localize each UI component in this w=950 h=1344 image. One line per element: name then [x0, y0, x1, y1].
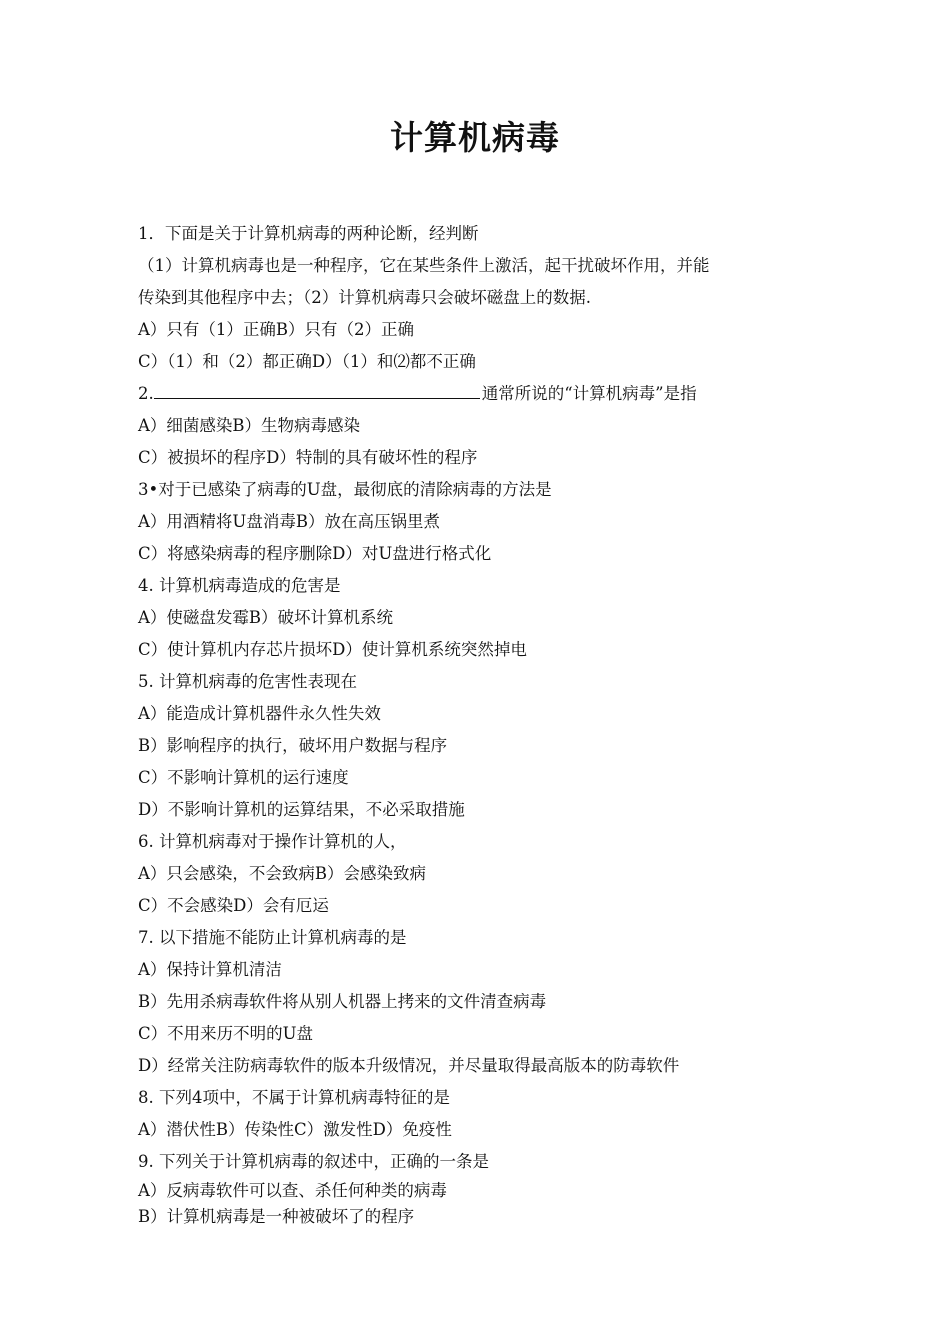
question-5-option-b: B）影响程序的执行，破坏用户数据与程序: [138, 736, 448, 755]
question-1-stem: 1．下面是关于计算机病毒的两种论断，经判断: [138, 224, 479, 243]
question-3-options-cd: C）将感染病毒的程序删除D）对U盘进行格式化: [138, 544, 492, 563]
question-8-stem: 8. 下列4项中，不属于计算机病毒特征的是: [138, 1088, 450, 1107]
question-4-options-ab: A）使磁盘发霉B）破坏计算机系统: [138, 608, 394, 627]
question-9-stem: 9. 下列关于计算机病毒的叙述中，正确的一条是: [138, 1152, 489, 1171]
question-9-option-b: B）计算机病毒是一种被破坏了的程序: [138, 1207, 415, 1226]
question-9-option-a: A）反病毒软件可以查、杀任何种类的病毒: [138, 1181, 447, 1200]
question-4-options-cd: C）使计算机内存芯片损坏D）使计算机系统突然掉电: [138, 640, 527, 659]
question-list: [138, 218, 818, 1230]
answer-blank: [154, 382, 480, 399]
question-3-options-ab: A）用酒精将U盘消毒B）放在高压锅里煮: [138, 512, 440, 531]
question-2-options-ab: A）细菌感染B）生物病毒感染: [138, 416, 361, 435]
question-8-options: A）潜伏性B）传染性C）激发性D）免疫性: [138, 1120, 452, 1139]
question-7-option-b: B）先用杀病毒软件将从别人机器上拷来的文件清查病毒: [138, 992, 547, 1011]
question-2-text: 通常所说的“计算机病毒”是指: [481, 384, 697, 403]
question-1-statement-line-1: （1）计算机病毒也是一种程序，它在某些条件上激活，起干扰破坏作用，并能: [138, 256, 710, 275]
question-7-option-d: D）经常关注防病毒软件的版本升级情况，并尽量取得最高版本的防毒软件: [138, 1056, 680, 1075]
question-1-statement-line-2: 传染到其他程序中去；（2）计算机病毒只会破坏磁盘上的数据.: [138, 288, 591, 307]
question-5-option-d: D）不影响计算机的运算结果，不必采取措施: [138, 800, 465, 819]
question-2-stem: [138, 378, 818, 410]
question-6-options-ab: A）只会感染，不会致病B）会感染致病: [138, 864, 427, 883]
question-6-options-cd: C）不会感染D）会有厄运: [138, 896, 329, 915]
question-5-option-c: C）不影响计算机的运行速度: [138, 768, 349, 787]
question-1-options-ab: A）只有（1）正确B）只有（2）正确: [138, 320, 415, 339]
question-5-option-a: A）能造成计算机器件永久性失效: [138, 704, 381, 723]
question-3-stem: 3•对于已感染了病毒的U盘，最彻底的清除病毒的方法是: [138, 480, 552, 499]
question-2-number: 2.: [138, 384, 154, 403]
question-4-stem: 4. 计算机病毒造成的危害是: [138, 576, 341, 595]
question-6-stem: 6. 计算机病毒对于操作计算机的人，: [138, 832, 407, 851]
question-7-option-a: A）保持计算机清洁: [138, 960, 282, 979]
question-7-option-c: C）不用来历不明的U盘: [138, 1024, 314, 1043]
page-title: 计算机病毒: [390, 118, 560, 157]
question-5-stem: 5. 计算机病毒的危害性表现在: [138, 672, 357, 691]
question-1-options-cd: C）（1）和（2）都正确D）（1）和⑵都不正确: [138, 352, 476, 371]
question-7-stem: 7. 以下措施不能防止计算机病毒的是: [138, 928, 407, 947]
question-2-options-cd: C）被损坏的程序D）特制的具有破坏性的程序: [138, 448, 478, 467]
